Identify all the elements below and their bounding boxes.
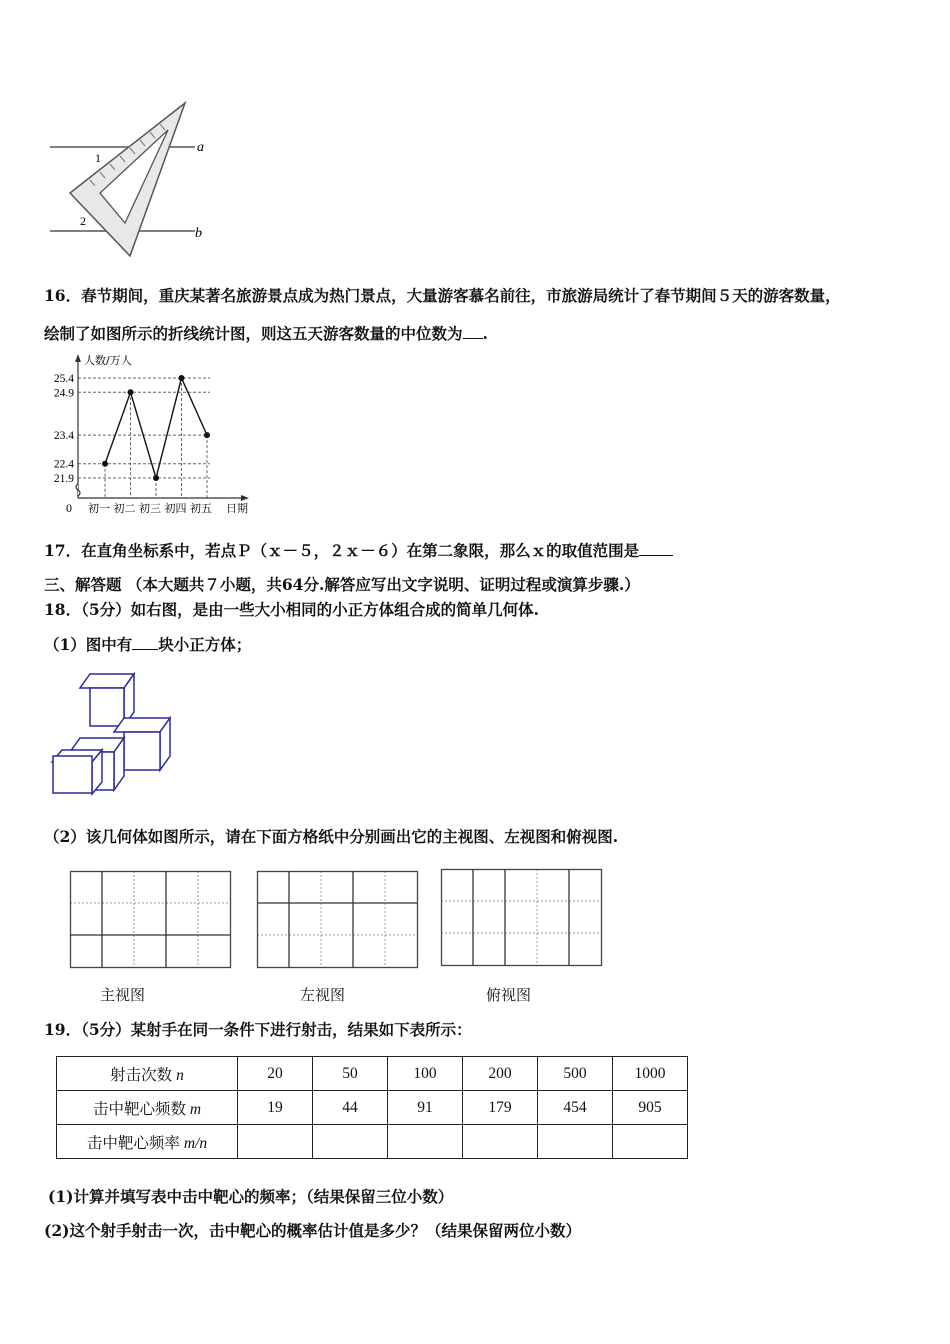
table-row-hits	[57, 1091, 688, 1125]
cubes-figure	[50, 670, 190, 800]
row-label-hits: 击中靶心频数 m	[57, 1091, 238, 1125]
q19-part1: (1)计算并填写表中击中靶心的频率；（结果保留三位小数）	[48, 1187, 454, 1206]
x-axis-arrow	[241, 495, 249, 501]
data-point	[204, 432, 210, 438]
shots-cell: 100	[388, 1057, 463, 1091]
data-point	[102, 461, 108, 467]
x-tick-label: 初三	[139, 502, 161, 515]
table-row-shots	[57, 1057, 688, 1091]
frequency-cell[interactable]	[613, 1125, 688, 1159]
hits-cell: 19	[238, 1091, 313, 1125]
q16-line2-end: .	[482, 324, 488, 343]
q17-answer-blank[interactable]	[639, 540, 673, 556]
data-point	[128, 389, 134, 395]
q18-stem: 18．（5分）如右图，是由一些大小相同的小正方体组合成的简单几何体.	[44, 600, 540, 619]
table-row-frequency	[57, 1125, 688, 1159]
shots-cell: 1000	[613, 1057, 688, 1091]
x-tick-label: 初四	[164, 502, 187, 515]
label-b: b	[195, 226, 202, 241]
q17-text: 17．在直角坐标系中，若点Ｐ（ｘ－５，２ｘ－６）在第二象限，那么ｘ的取值范围是	[44, 541, 640, 560]
frequency-cell[interactable]	[388, 1125, 463, 1159]
label-1: 1	[95, 151, 101, 165]
hits-cell: 905	[613, 1091, 688, 1125]
origin-label: 0	[66, 501, 72, 515]
y-tick-label: 24.9	[53, 387, 74, 400]
hits-cell: 91	[388, 1091, 463, 1125]
data-point	[179, 375, 185, 381]
y-tick-label: 23.4	[53, 430, 74, 443]
shots-cell: 500	[538, 1057, 613, 1091]
q17-line	[44, 540, 673, 561]
q19-stem: 19．（5分）某射手在同一条件下进行射击，结果如下表所示：	[44, 1020, 472, 1039]
shots-cell: 200	[463, 1057, 538, 1091]
row-label-frequency: 击中靶心频率 m/n	[57, 1125, 238, 1159]
tourist-line-chart	[40, 350, 260, 520]
y-tick-label: 22.4	[53, 458, 74, 471]
q19-part2: (2)这个射手射击一次，击中靶心的概率估计值是多少？（结果保留两位小数）	[44, 1221, 581, 1240]
shooting-table	[56, 1056, 688, 1159]
y-tick-label: 25.4	[53, 373, 74, 385]
caption-left-view: 左视图	[300, 986, 346, 1004]
hits-cell: 44	[313, 1091, 388, 1125]
section3-heading: 三、解答题 （本大题共７小题，共64分.解答应写出文字说明、证明过程或演算步骤.）	[44, 575, 640, 594]
grid-front-view	[70, 871, 232, 969]
q16-line1: 16．春节期间，重庆某著名旅游景点成为热门景点，大量游客慕名前往，市旅游局统计了春节期间５天的游客数量，	[44, 286, 841, 305]
hits-cell: 179	[463, 1091, 538, 1125]
x-tick-label: 初二	[113, 502, 136, 515]
y-axis-break	[76, 484, 80, 496]
x-axis-label: 日期	[226, 502, 248, 515]
x-tick-label: 初一	[88, 502, 110, 515]
caption-top-view: 俯视图	[486, 986, 532, 1004]
grid-left-view	[257, 871, 419, 969]
shots-cell: 20	[238, 1057, 313, 1091]
frequency-cell[interactable]	[538, 1125, 613, 1159]
q16-answer-blank[interactable]	[463, 323, 483, 339]
q16-line2	[44, 323, 488, 344]
label-a: a	[197, 140, 204, 155]
q16-line2-text: 绘制了如图所示的折线统计图，则这五天游客数量的中位数为	[44, 324, 463, 343]
frequency-cell[interactable]	[238, 1125, 313, 1159]
label-2: 2	[80, 214, 86, 228]
frequency-cell[interactable]	[463, 1125, 538, 1159]
q18-part1-b: 块小正方体；	[158, 635, 252, 654]
q18-part1	[44, 634, 251, 655]
shots-cell: 50	[313, 1057, 388, 1091]
row-label-shots: 射击次数 n	[57, 1057, 238, 1091]
frequency-cell[interactable]	[313, 1125, 388, 1159]
x-tick-label: 初五	[190, 502, 212, 515]
hits-cell: 454	[538, 1091, 613, 1125]
q18-part1-a: （1）图中有	[44, 635, 133, 654]
grid-top-view	[441, 869, 603, 967]
y-axis-arrow	[75, 354, 81, 362]
q18-part2: （2）该几何体如图所示，请在下面方格纸中分别画出它的主视图、左视图和俯视图.	[44, 827, 619, 846]
y-tick-label: 21.9	[53, 473, 74, 485]
q18-answer-blank[interactable]	[132, 634, 158, 650]
y-axis-label: 人数/万人	[84, 354, 132, 367]
parallel-lines-triangle-figure	[45, 98, 215, 268]
caption-front-view: 主视图	[100, 986, 146, 1004]
series-line	[105, 378, 207, 478]
data-point	[153, 475, 159, 481]
